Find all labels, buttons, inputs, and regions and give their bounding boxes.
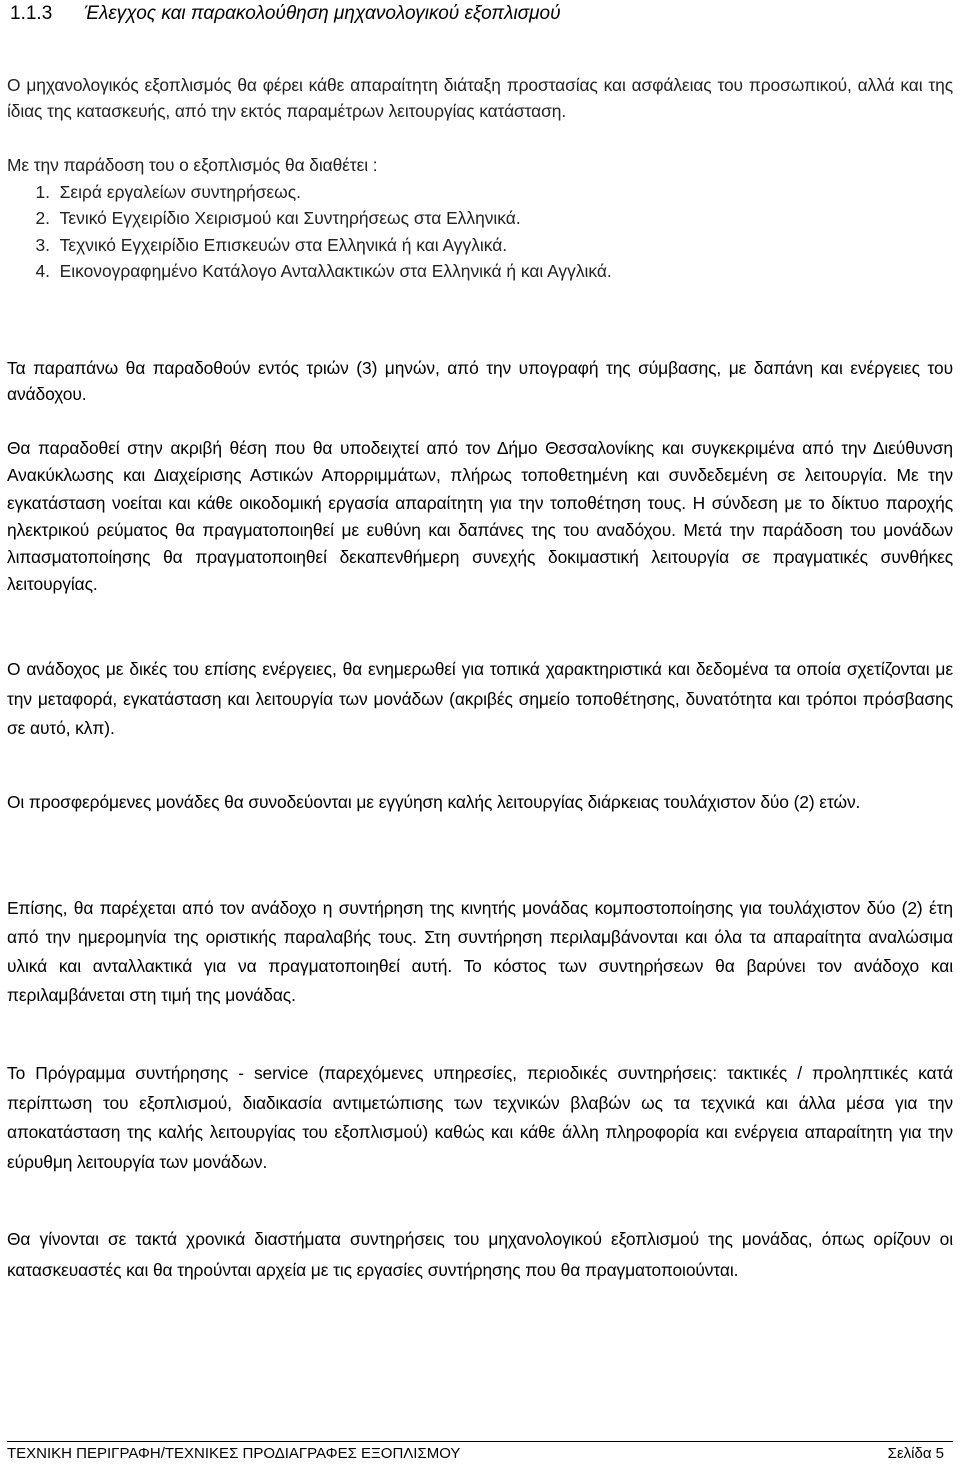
list-item-text: Εικονογραφημένο Κατάλογο Ανταλλακτικών στα Ελληνικά ή και Αγγλικά. bbox=[59, 260, 612, 281]
intro-paragraph: Ο μηχανολογικός εξοπλισμός θα φέρει κάθε απαραίτητη διάταξη προστασίας και ασφάλειας του προσωπικού, αλλά και της ίδιας της κατασκευής, από την εκτός παραμέτρων λειτουργίας κατάσταση. bbox=[7, 75, 953, 121]
list-item bbox=[7, 232, 612, 258]
list-item bbox=[7, 179, 612, 205]
list-item-index: 2. bbox=[35, 208, 50, 229]
delivery-list bbox=[7, 179, 612, 284]
footer-title: ΤΕΧΝΙΚΗ ΠΕΡΙΓΡΑΦΗ/ΤΕΧΝΙΚΕΣ ΠΡΟΔΙΑΓΡΑΦΕΣ ΕΞΟΠΛΙΣΜΟΥ bbox=[7, 1445, 461, 1462]
maintenance-paragraph: Επίσης, θα παρέχεται από τον ανάδοχο η συντήρηση της κινητής μονάδας κομποστοποίησης για τουλάχιστον δύο (2) έτη από την ημερομηνία της οριστικής παραλαβής τους. Στη συντήρηση περιλαμβάνονται και όλα τα απαραίτητα αναλώσιμα υλικά και ανταλλακτικά για να πραγματοποιηθεί αυτή. Το κόστος των συντηρήσεων θα βαρύνει τον ανάδοχο και περιλαμβάνεται στη τιμή της μονάδας. bbox=[7, 898, 953, 1005]
footer-divider bbox=[7, 1441, 953, 1442]
list-item-text: Σειρά εργαλείων συντηρήσεως. bbox=[59, 182, 301, 202]
list-item-index: 3. bbox=[35, 234, 50, 255]
section-title: Έλεγχος και παρακολούθηση μηχανολογικού εξοπλισμού bbox=[84, 3, 561, 24]
warranty-paragraph: Οι προσφερόμενες μονάδες θα συνοδεύονται με εγγύηση καλής λειτουργίας διάρκειας τουλάχιστον δύο (2) ετών. bbox=[7, 792, 861, 812]
list-item-index: 1. bbox=[35, 182, 50, 202]
footer-page-number: Σελίδα 5 bbox=[887, 1445, 944, 1462]
list-item-text: Τεχνικό Εγχειρίδιο Επισκευών στα Ελληνικά ή και Αγγλικά. bbox=[59, 234, 508, 255]
service-program-paragraph: Το Πρόγραμμα συντήρησης - service (παρεχόμενες υπηρεσίες, περιοδικές συντηρήσεις: τακτικές / προληπτικές κατά περίπτωση του εξοπλισμού, διαδικασία αντιμετώπισης των τεχνικών βλαβών ως τα τεχνικά και άλλα μέσα για την αποκατάσταση της καλής λειτουργίας του εξοπλισμού) καθώς και κάθε άλλη πληροφορία και ενέργεια απαραίτητη για την εύρυθμη λειτουργία των μονάδων. bbox=[7, 1063, 953, 1172]
list-item bbox=[7, 205, 612, 231]
list-item bbox=[7, 258, 612, 284]
contractor-paragraph: Ο ανάδοχος με δικές του επίσης ενέργειες, θα ενημερωθεί για τοπικά χαρακτηριστικά και δεδομένα τα οποία σχετίζονται με την μεταφορά, εγκατάσταση και λειτουργία των μονάδων (ακριβές σημείο τοποθέτησης, δυνατότητα και τρόποι πρόσβασης σε αυτό, κλπ). bbox=[7, 659, 953, 738]
section-heading bbox=[10, 2, 561, 26]
delivery-intro-paragraph: Με την παράδοση του ο εξοπλισμός θα διαθέτει : bbox=[7, 155, 378, 175]
placement-paragraph: Θα παραδοθεί στην ακριβή θέση που θα υποδειχτεί από τον Δήμο Θεσσαλονίκης και συγκεκριμένα από την Διεύθυνση Ανακύκλωσης και Διαχείρισης Αστικών Απορριμμάτων, πλήρως τοποθετημένη και συνδεδεμένη σε λειτουργία. Με την εγκατάσταση νοείται και κάθε οικοδομική εργασία απαραίτητη για την τοποθέτηση τους. Η σύνδεση με το δίκτυο παροχής ηλεκτρικού ρεύματος θα πραγματοποιηθεί με ευθύνη και δαπάνες της του αναδόχου. Μετά την παράδοση του μονάδων λιπασματοποίησης θα πραγματοποιηθεί δεκαπενθήμερη συνεχής δοκιμαστική λειτουργία σε πραγματικές συνθήκες λειτουργίας. bbox=[7, 438, 953, 595]
list-item-index: 4. bbox=[35, 260, 50, 281]
list-item-text: Τενικό Εγχειρίδιο Χειρισμού και Συντηρήσεως στα Ελληνικά. bbox=[59, 208, 521, 229]
delivery-deadline-paragraph: Τα παραπάνω θα παραδοθούν εντός τριών (3) μηνών, από την υπογραφή της σύμβασης, με δαπάνη και ενέργειες του ανάδοχου. bbox=[7, 358, 953, 404]
periodic-maintenance-paragraph: Θα γίνονται σε τακτά χρονικά διαστήματα συντηρήσεις του μηχανολογικού εξοπλισμού της μονάδας, όπως ορίζουν οι κατασκευαστές και θα τηρούνται αρχεία με τις εργασίες συντήρησης που θα πραγματοποιούνται. bbox=[7, 1229, 953, 1280]
section-number: 1.1.3 bbox=[10, 3, 53, 24]
